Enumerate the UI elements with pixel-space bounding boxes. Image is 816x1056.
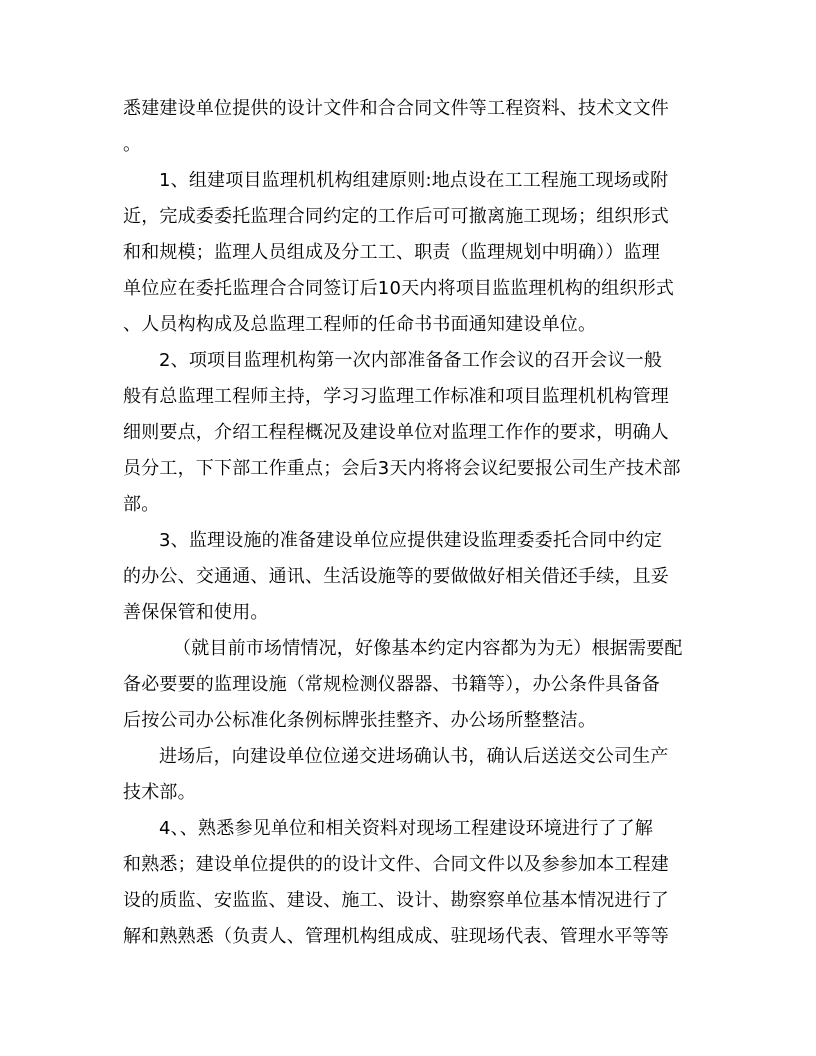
text-line: 备必要要的监理设施（常规检测仪器器、书籍等），办公条件具备备 (123, 674, 660, 695)
text-line: 近，完成委委托监理合同约定的工作后可可撤离施工现场；组织形式 (123, 206, 669, 227)
paragraph-3-start: 3、监理设施的准备建设单位应提供建设监理委委托合同中约定 (159, 530, 663, 551)
paragraph-2-start: 2、项项目监理机构第一次内部准备备工作会议的召开会议一般 (159, 350, 663, 371)
text-line: 和和规模；监理人员组成及分工工、职责（监理规划中明确））监理 (123, 242, 660, 263)
text-line: 部。 (123, 494, 160, 515)
paragraph-4-start: 4、、熟悉参见单位和相关资料对现场工程建设环境进行了了解 (159, 818, 654, 839)
text-line: 细则要点，介绍工程程概况及建设单位对监理工作作的要求，明确人 (123, 422, 669, 443)
text-line: 后按公司办公标准化条例标牌张挂整齐、办公场所整整洁。 (123, 710, 597, 731)
text-line: 。 (123, 134, 142, 155)
document-body (123, 91, 695, 955)
paragraph-note-start: （就目前市场情情况，好像基本约定内容都为为无）根据需要配 (173, 638, 683, 659)
text-line: 般有总监理工程师主持，学习习监理工作标准和项目监理机机构管理 (123, 386, 669, 407)
text-line: 善保保管和使用。 (123, 602, 269, 623)
text-line: 悉建建设单位提供的设计文件和合合同文件等工程资料、技术文文件 (123, 98, 669, 119)
text-line: 解和熟熟悉（负责人、管理机构组成成、驻现场代表、管理水平等等 (123, 926, 669, 947)
text-line: 员分工，下下部工作重点；会后3天内将将会议纪要报公司生产技术部 (123, 458, 681, 479)
text-line: 技术部。 (123, 782, 196, 803)
paragraph-entry-start: 进场后，向建设单位位递交进场确认书，确认后送送交公司生产 (159, 746, 669, 767)
text-line: 和熟悉；建设单位提供的的设计文件、合同文件以及参参加本工程建 (123, 854, 669, 875)
paragraph-1-start: 1、组建项目监理机机构组建原则:地点设在工工程施工现场或附 (159, 170, 669, 191)
text-line: 单位应在委托监理合合同签订后10天内将项目监监理机构的组织形式 (123, 278, 675, 299)
text-line: 、人员构构成及总监理工程师的任命书书面通知建设单位。 (123, 314, 597, 335)
text-line: 设的质监、安监监、建设、施工、设计、勘察察单位基本情况进行了 (123, 890, 669, 911)
text-line: 的办公、交通通、通讯、生活设施等的要做做好相关借还手续，且妥 (123, 566, 669, 587)
